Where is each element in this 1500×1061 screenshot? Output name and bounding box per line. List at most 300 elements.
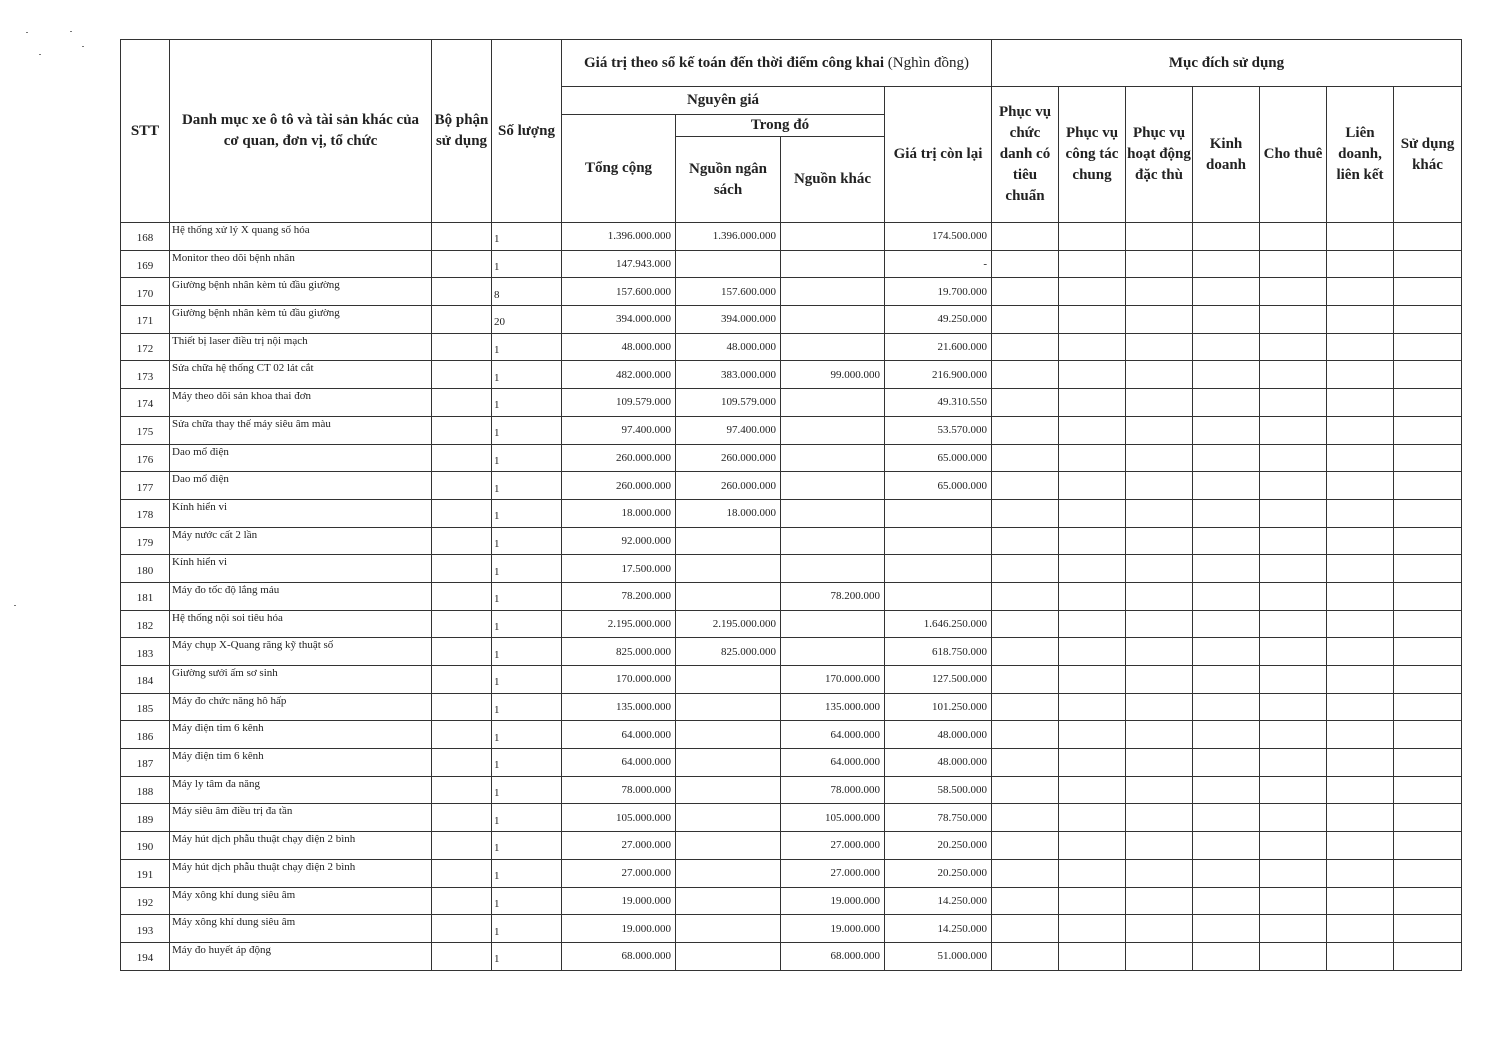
cell-stt: 173 [121, 361, 170, 389]
cell-usage-purpose [1260, 555, 1327, 583]
cell-usage-purpose [1327, 721, 1394, 749]
cell-remaining-value: 58.500.000 [885, 776, 992, 804]
cell-name: Máy điện tim 6 kênh [170, 721, 432, 749]
cell-usage-purpose [1059, 389, 1126, 417]
header-budget-source: Nguồn ngân sách [676, 137, 781, 223]
cell-remaining-value: 21.600.000 [885, 333, 992, 361]
table-row [121, 859, 1462, 887]
cell-usage-purpose [1059, 555, 1126, 583]
table-row [121, 693, 1462, 721]
cell-usage-purpose [1193, 776, 1260, 804]
cell-other-source [781, 555, 885, 583]
cell-quantity: 1 [492, 223, 562, 251]
asset-table [120, 39, 1462, 971]
cell-usage-purpose [1260, 306, 1327, 334]
cell-quantity: 1 [492, 915, 562, 943]
header-original-price: Nguyên giá [562, 87, 885, 115]
cell-stt: 189 [121, 804, 170, 832]
cell-usage-purpose [1059, 223, 1126, 251]
cell-usage-purpose [1260, 333, 1327, 361]
cell-department [432, 749, 492, 777]
cell-usage-purpose [1260, 693, 1327, 721]
cell-total: 109.579.000 [562, 389, 676, 417]
cell-usage-purpose [1126, 306, 1193, 334]
cell-usage-purpose [1327, 416, 1394, 444]
cell-name: Kính hiển vi [170, 555, 432, 583]
cell-usage-purpose [992, 638, 1059, 666]
cell-stt: 184 [121, 666, 170, 694]
cell-usage-purpose [992, 832, 1059, 860]
cell-usage-purpose [1327, 832, 1394, 860]
cell-name: Máy ly tâm đa năng [170, 776, 432, 804]
cell-total: 97.400.000 [562, 416, 676, 444]
cell-department [432, 472, 492, 500]
cell-department [432, 444, 492, 472]
cell-usage-purpose [992, 804, 1059, 832]
cell-quantity: 1 [492, 444, 562, 472]
cell-stt: 187 [121, 749, 170, 777]
cell-other-source [781, 472, 885, 500]
cell-name: Monitor theo dõi bệnh nhân [170, 250, 432, 278]
cell-usage-purpose [1327, 942, 1394, 970]
cell-usage-purpose [992, 859, 1059, 887]
cell-other-source: 27.000.000 [781, 859, 885, 887]
cell-remaining-value: 216.900.000 [885, 361, 992, 389]
cell-usage-purpose [1394, 555, 1462, 583]
cell-remaining-value: 48.000.000 [885, 749, 992, 777]
cell-quantity: 1 [492, 416, 562, 444]
cell-usage-purpose [1260, 389, 1327, 417]
cell-other-source [781, 499, 885, 527]
cell-total: 482.000.000 [562, 361, 676, 389]
cell-usage-purpose [992, 610, 1059, 638]
cell-usage-purpose [1394, 638, 1462, 666]
cell-usage-purpose [992, 887, 1059, 915]
header-purpose-special-activities: Phục vụ hoạt động đặc thù [1126, 87, 1193, 223]
cell-quantity: 1 [492, 832, 562, 860]
cell-department [432, 610, 492, 638]
cell-usage-purpose [1260, 915, 1327, 943]
cell-budget-source: 157.600.000 [676, 278, 781, 306]
cell-stt: 182 [121, 610, 170, 638]
cell-budget-source [676, 666, 781, 694]
cell-remaining-value: 78.750.000 [885, 804, 992, 832]
cell-name: Máy xông khí dung siêu âm [170, 915, 432, 943]
cell-stt: 185 [121, 693, 170, 721]
cell-usage-purpose [1059, 499, 1126, 527]
cell-usage-purpose [1193, 610, 1260, 638]
cell-usage-purpose [1394, 527, 1462, 555]
cell-budget-source [676, 859, 781, 887]
cell-stt: 190 [121, 832, 170, 860]
cell-budget-source [676, 555, 781, 583]
cell-quantity: 1 [492, 638, 562, 666]
scan-speck [70, 31, 72, 32]
cell-usage-purpose [1327, 887, 1394, 915]
cell-usage-purpose [1059, 333, 1126, 361]
cell-usage-purpose [1260, 859, 1327, 887]
cell-total: 78.200.000 [562, 582, 676, 610]
cell-budget-source [676, 887, 781, 915]
cell-other-source [781, 444, 885, 472]
cell-name: Giường sưởi ấm sơ sinh [170, 666, 432, 694]
cell-department [432, 859, 492, 887]
cell-usage-purpose [1327, 499, 1394, 527]
cell-other-source [781, 610, 885, 638]
cell-usage-purpose [1260, 804, 1327, 832]
header-book-value-label: Giá trị theo sổ kế toán đến thời điểm công khai [584, 54, 884, 71]
cell-name: Kính hiển vi [170, 499, 432, 527]
cell-usage-purpose [992, 223, 1059, 251]
cell-usage-purpose [1059, 278, 1126, 306]
cell-department [432, 250, 492, 278]
cell-usage-purpose [1394, 915, 1462, 943]
cell-usage-purpose [1059, 638, 1126, 666]
cell-other-source [781, 527, 885, 555]
cell-usage-purpose [1394, 693, 1462, 721]
cell-department [432, 832, 492, 860]
cell-total: 825.000.000 [562, 638, 676, 666]
cell-other-source [781, 333, 885, 361]
cell-name: Giường bệnh nhân kèm tủ đầu giường [170, 278, 432, 306]
cell-department [432, 527, 492, 555]
cell-department [432, 361, 492, 389]
cell-department [432, 804, 492, 832]
cell-quantity: 1 [492, 693, 562, 721]
cell-name: Máy đo tốc độ lắng máu [170, 582, 432, 610]
cell-stt: 168 [121, 223, 170, 251]
cell-quantity: 1 [492, 499, 562, 527]
cell-usage-purpose [992, 666, 1059, 694]
cell-remaining-value: 101.250.000 [885, 693, 992, 721]
cell-department [432, 693, 492, 721]
cell-usage-purpose [1126, 472, 1193, 500]
cell-usage-purpose [1327, 804, 1394, 832]
table-row [121, 804, 1462, 832]
cell-other-source: 78.000.000 [781, 776, 885, 804]
cell-usage-purpose [1193, 582, 1260, 610]
cell-usage-purpose [1059, 915, 1126, 943]
cell-usage-purpose [1126, 776, 1193, 804]
cell-department [432, 499, 492, 527]
cell-name: Máy theo dõi sản khoa thai đơn [170, 389, 432, 417]
cell-stt: 192 [121, 887, 170, 915]
cell-stt: 176 [121, 444, 170, 472]
cell-quantity: 1 [492, 389, 562, 417]
cell-budget-source [676, 804, 781, 832]
cell-quantity: 1 [492, 749, 562, 777]
cell-other-source: 19.000.000 [781, 915, 885, 943]
cell-remaining-value: 20.250.000 [885, 859, 992, 887]
table-row [121, 223, 1462, 251]
cell-usage-purpose [992, 582, 1059, 610]
cell-usage-purpose [1126, 444, 1193, 472]
cell-usage-purpose [1327, 250, 1394, 278]
header-purpose-titled-positions: Phục vụ chức danh có tiêu chuẩn [992, 87, 1059, 223]
cell-usage-purpose [1327, 859, 1394, 887]
cell-stt: 171 [121, 306, 170, 334]
cell-total: 157.600.000 [562, 278, 676, 306]
cell-usage-purpose [1394, 859, 1462, 887]
cell-name: Sửa chữa thay thế máy siêu âm màu [170, 416, 432, 444]
cell-usage-purpose [992, 942, 1059, 970]
cell-usage-purpose [1126, 389, 1193, 417]
cell-usage-purpose [1126, 278, 1193, 306]
cell-other-source: 170.000.000 [781, 666, 885, 694]
cell-usage-purpose [1126, 638, 1193, 666]
cell-department [432, 942, 492, 970]
cell-budget-source [676, 721, 781, 749]
cell-usage-purpose [1260, 666, 1327, 694]
cell-remaining-value: 14.250.000 [885, 887, 992, 915]
cell-department [432, 223, 492, 251]
cell-usage-purpose [1193, 444, 1260, 472]
cell-name: Máy xông khí dung siêu âm [170, 887, 432, 915]
cell-usage-purpose [1193, 472, 1260, 500]
cell-stt: 179 [121, 527, 170, 555]
cell-usage-purpose [1126, 555, 1193, 583]
cell-usage-purpose [1193, 333, 1260, 361]
cell-usage-purpose [992, 444, 1059, 472]
cell-name: Máy siêu âm điều trị đa tần [170, 804, 432, 832]
cell-usage-purpose [1327, 610, 1394, 638]
cell-total: 27.000.000 [562, 859, 676, 887]
cell-usage-purpose [992, 776, 1059, 804]
cell-usage-purpose [1327, 693, 1394, 721]
cell-usage-purpose [1193, 361, 1260, 389]
cell-remaining-value: 174.500.000 [885, 223, 992, 251]
cell-stt: 169 [121, 250, 170, 278]
cell-other-source [781, 389, 885, 417]
cell-name: Máy hút dịch phẫu thuật chạy điện 2 bình [170, 859, 432, 887]
cell-usage-purpose [992, 333, 1059, 361]
cell-name: Máy nước cất 2 lần [170, 527, 432, 555]
cell-usage-purpose [1327, 915, 1394, 943]
cell-usage-purpose [1193, 555, 1260, 583]
cell-usage-purpose [1059, 942, 1126, 970]
cell-stt: 175 [121, 416, 170, 444]
cell-usage-purpose [1327, 306, 1394, 334]
cell-stt: 180 [121, 555, 170, 583]
cell-usage-purpose [1193, 638, 1260, 666]
cell-total: 260.000.000 [562, 472, 676, 500]
cell-usage-purpose [1327, 389, 1394, 417]
cell-usage-purpose [1193, 749, 1260, 777]
cell-usage-purpose [1059, 666, 1126, 694]
cell-usage-purpose [1059, 859, 1126, 887]
header-purpose-rental: Cho thuê [1260, 87, 1327, 223]
cell-remaining-value [885, 555, 992, 583]
cell-usage-purpose [1193, 250, 1260, 278]
cell-usage-purpose [1327, 749, 1394, 777]
header-other-source: Nguồn khác [781, 137, 885, 223]
cell-total: 64.000.000 [562, 749, 676, 777]
table-row [121, 278, 1462, 306]
cell-usage-purpose [1059, 361, 1126, 389]
cell-usage-purpose [1260, 527, 1327, 555]
cell-quantity: 8 [492, 278, 562, 306]
cell-usage-purpose [1126, 610, 1193, 638]
cell-department [432, 333, 492, 361]
header-purpose-general-work: Phục vụ công tác chung [1059, 87, 1126, 223]
cell-usage-purpose [1327, 666, 1394, 694]
cell-other-source [781, 638, 885, 666]
cell-usage-purpose [1059, 582, 1126, 610]
cell-usage-purpose [1394, 361, 1462, 389]
cell-quantity: 1 [492, 472, 562, 500]
cell-department [432, 915, 492, 943]
header-book-value-unit: (Nghìn đồng) [887, 54, 969, 71]
cell-usage-purpose [1059, 804, 1126, 832]
cell-usage-purpose [1193, 804, 1260, 832]
cell-name: Dao mổ điện [170, 444, 432, 472]
cell-usage-purpose [1126, 721, 1193, 749]
cell-remaining-value: 51.000.000 [885, 942, 992, 970]
scan-speck [14, 605, 16, 606]
cell-usage-purpose [1059, 693, 1126, 721]
cell-usage-purpose [1059, 416, 1126, 444]
cell-usage-purpose [1126, 749, 1193, 777]
cell-usage-purpose [992, 250, 1059, 278]
cell-usage-purpose [1260, 721, 1327, 749]
cell-usage-purpose [992, 721, 1059, 749]
cell-department [432, 389, 492, 417]
cell-usage-purpose [992, 278, 1059, 306]
cell-usage-purpose [992, 389, 1059, 417]
table-row [121, 472, 1462, 500]
cell-usage-purpose [992, 693, 1059, 721]
cell-department [432, 278, 492, 306]
cell-usage-purpose [992, 527, 1059, 555]
cell-budget-source [676, 527, 781, 555]
cell-remaining-value: 20.250.000 [885, 832, 992, 860]
cell-total: 27.000.000 [562, 832, 676, 860]
cell-usage-purpose [1059, 887, 1126, 915]
cell-name: Giường bệnh nhân kèm tủ đầu giường [170, 306, 432, 334]
cell-usage-purpose [1394, 721, 1462, 749]
cell-usage-purpose [1126, 693, 1193, 721]
table-row [121, 610, 1462, 638]
cell-usage-purpose [1260, 610, 1327, 638]
table-row [121, 389, 1462, 417]
cell-name: Máy điện tim 6 kênh [170, 749, 432, 777]
cell-budget-source [676, 749, 781, 777]
cell-name: Máy chụp X-Quang răng kỹ thuật số [170, 638, 432, 666]
scan-speck [26, 32, 28, 33]
cell-usage-purpose [1126, 223, 1193, 251]
cell-total: 68.000.000 [562, 942, 676, 970]
cell-usage-purpose [1394, 223, 1462, 251]
cell-usage-purpose [1193, 666, 1260, 694]
header-purpose-other: Sử dụng khác [1394, 87, 1462, 223]
cell-department [432, 582, 492, 610]
cell-usage-purpose [1394, 472, 1462, 500]
cell-usage-purpose [1193, 832, 1260, 860]
cell-remaining-value: 49.250.000 [885, 306, 992, 334]
cell-other-source [781, 278, 885, 306]
cell-usage-purpose [1260, 278, 1327, 306]
cell-usage-purpose [1126, 666, 1193, 694]
cell-total: 1.396.000.000 [562, 223, 676, 251]
cell-usage-purpose [992, 499, 1059, 527]
cell-budget-source [676, 250, 781, 278]
cell-usage-purpose [1394, 942, 1462, 970]
table-header [121, 40, 1462, 223]
cell-remaining-value: 1.646.250.000 [885, 610, 992, 638]
cell-quantity: 1 [492, 804, 562, 832]
cell-name: Máy đo huyết áp động [170, 942, 432, 970]
cell-other-source [781, 250, 885, 278]
cell-usage-purpose [992, 306, 1059, 334]
cell-budget-source [676, 832, 781, 860]
header-category: Danh mục xe ô tô và tài sản khác của cơ quan, đơn vị, tổ chức [170, 40, 432, 223]
header-of-which: Trong đó [676, 115, 885, 137]
cell-total: 147.943.000 [562, 250, 676, 278]
table-row [121, 333, 1462, 361]
cell-total: 64.000.000 [562, 721, 676, 749]
cell-stt: 178 [121, 499, 170, 527]
cell-usage-purpose [1394, 582, 1462, 610]
cell-total: 394.000.000 [562, 306, 676, 334]
cell-usage-purpose [1126, 804, 1193, 832]
cell-usage-purpose [1126, 832, 1193, 860]
cell-stt: 170 [121, 278, 170, 306]
cell-usage-purpose [1126, 416, 1193, 444]
cell-name: Dao mổ điện [170, 472, 432, 500]
cell-usage-purpose [1059, 250, 1126, 278]
cell-usage-purpose [1126, 859, 1193, 887]
table-row [121, 942, 1462, 970]
cell-usage-purpose [1193, 887, 1260, 915]
cell-budget-source: 825.000.000 [676, 638, 781, 666]
cell-usage-purpose [1327, 361, 1394, 389]
cell-budget-source [676, 942, 781, 970]
cell-budget-source [676, 582, 781, 610]
cell-budget-source: 260.000.000 [676, 472, 781, 500]
cell-usage-purpose [1394, 389, 1462, 417]
cell-other-source: 27.000.000 [781, 832, 885, 860]
cell-usage-purpose [1193, 306, 1260, 334]
cell-stt: 183 [121, 638, 170, 666]
cell-total: 19.000.000 [562, 887, 676, 915]
cell-usage-purpose [1193, 942, 1260, 970]
cell-budget-source: 109.579.000 [676, 389, 781, 417]
cell-total: 48.000.000 [562, 333, 676, 361]
cell-remaining-value: 65.000.000 [885, 472, 992, 500]
cell-total: 135.000.000 [562, 693, 676, 721]
cell-department [432, 887, 492, 915]
cell-name: Thiết bị laser điều trị nội mạch [170, 333, 432, 361]
cell-usage-purpose [1126, 527, 1193, 555]
cell-usage-purpose [1193, 915, 1260, 943]
cell-budget-source: 1.396.000.000 [676, 223, 781, 251]
cell-usage-purpose [1394, 306, 1462, 334]
cell-budget-source: 48.000.000 [676, 333, 781, 361]
cell-usage-purpose [1059, 776, 1126, 804]
cell-quantity: 1 [492, 555, 562, 583]
cell-usage-purpose [1193, 278, 1260, 306]
cell-usage-purpose [1327, 776, 1394, 804]
table-row [121, 666, 1462, 694]
cell-usage-purpose [1193, 416, 1260, 444]
cell-usage-purpose [1059, 832, 1126, 860]
cell-budget-source: 18.000.000 [676, 499, 781, 527]
table-row [121, 499, 1462, 527]
cell-remaining-value [885, 527, 992, 555]
cell-budget-source [676, 915, 781, 943]
cell-other-source [781, 223, 885, 251]
cell-other-source: 99.000.000 [781, 361, 885, 389]
